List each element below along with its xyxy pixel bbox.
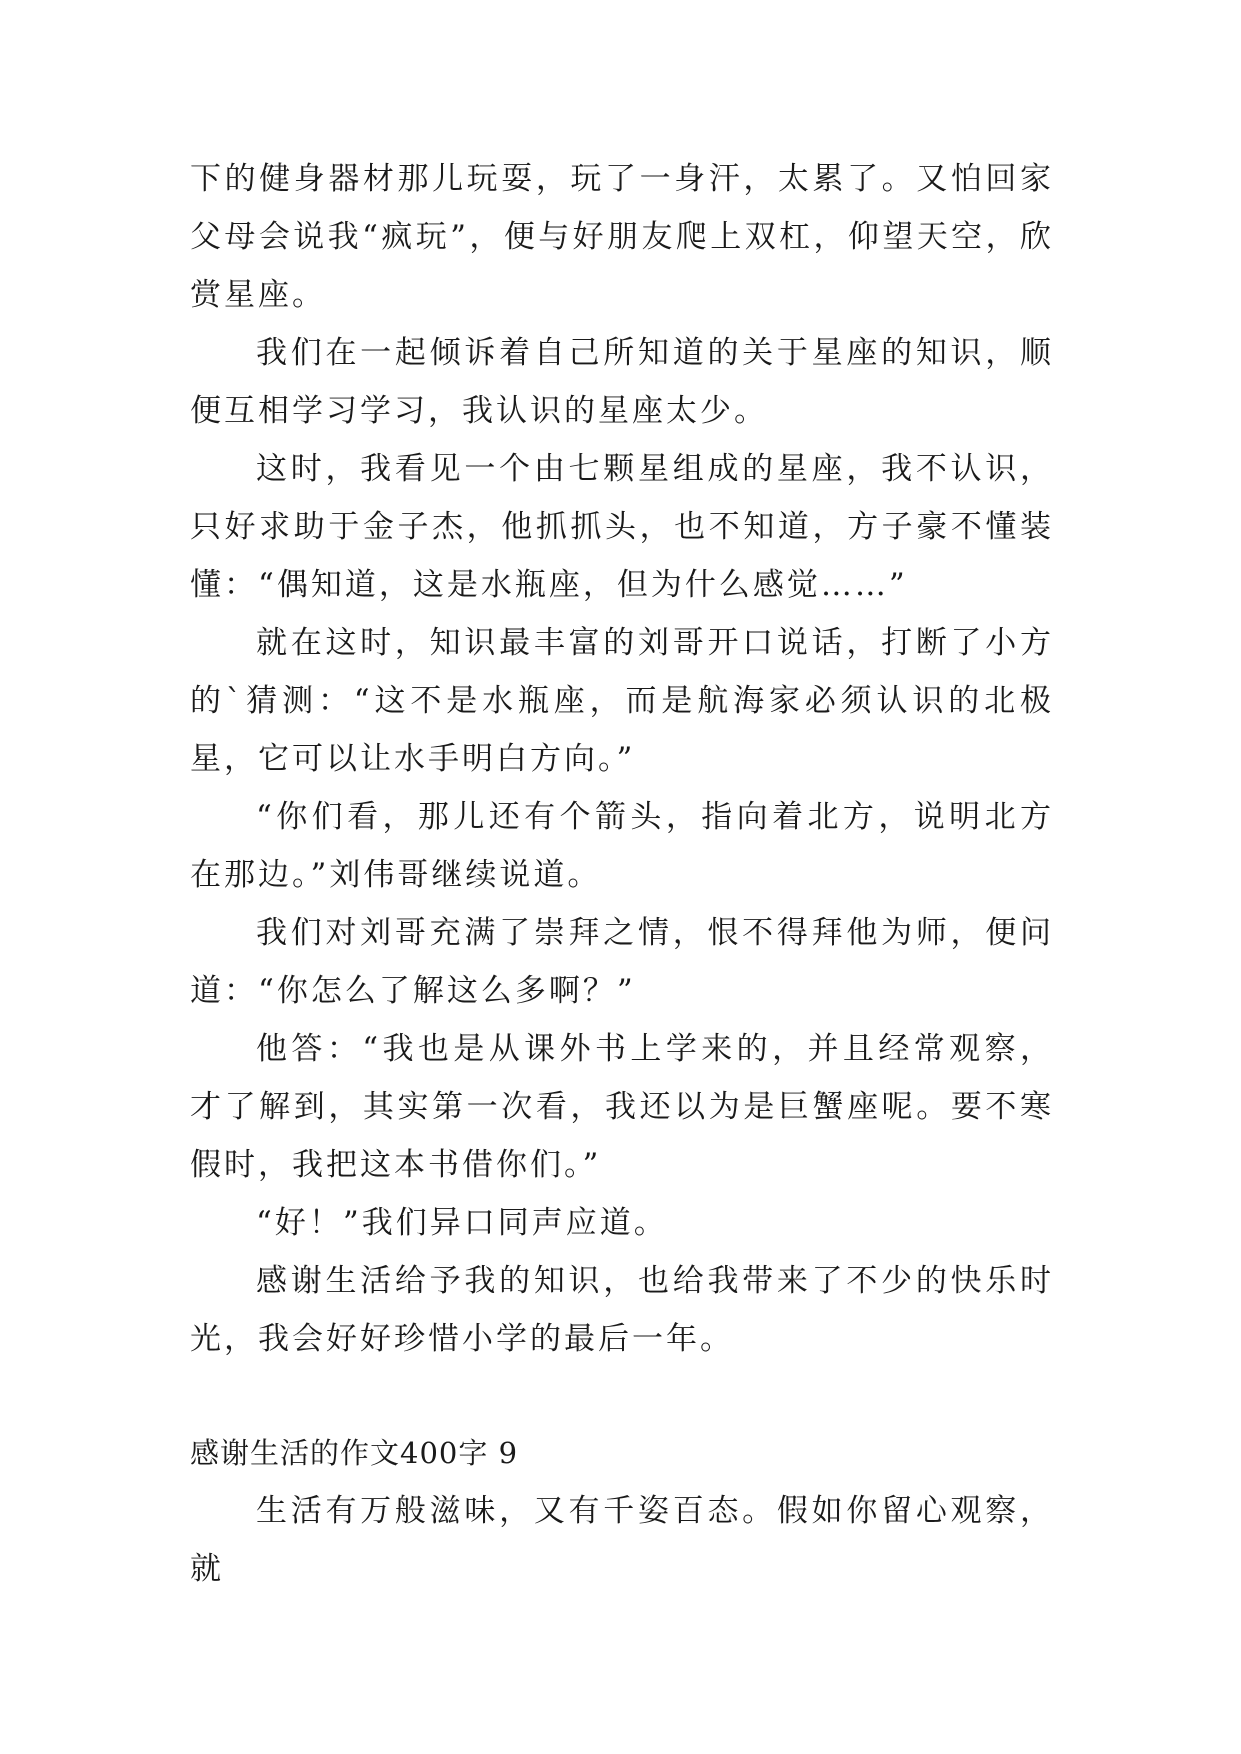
paragraph-1: 下的健身器材那儿玩耍，玩了一身汗，太累了。又怕回家父母会说我“疯玩”，便与好朋友爬上双杠，仰望天空，欣赏星座。	[190, 161, 1054, 313]
section-spacer	[190, 1368, 1054, 1424]
paragraph-10: 生活有万般滋味，又有千姿百态。假如你留心观察，就	[190, 1493, 1054, 1587]
section-title: 感谢生活的作文400字 9	[190, 1436, 519, 1470]
paragraph-7: 他答：“我也是从课外书上学来的，并且经常观察，才了解到，其实第一次看，我还以为是巨蟹座呢。要不寒假时，我把这本书借你们。”	[190, 1031, 1054, 1183]
document-page	[190, 150, 1054, 1598]
paragraph-6: 我们对刘哥充满了崇拜之情，恨不得拜他为师，便问道：“你怎么了解这么多啊？”	[190, 915, 1054, 1009]
paragraph-9: 感谢生活给予我的知识，也给我带来了不少的快乐时光，我会好好珍惜小学的最后一年。	[190, 1263, 1054, 1357]
paragraph-4: 就在这时，知识最丰富的刘哥开口说话，打断了小方的`猜测：“这不是水瓶座，而是航海家必须认识的北极星，它可以让水手明白方向。”	[190, 625, 1054, 777]
paragraph-2: 我们在一起倾诉着自己所知道的关于星座的知识，顺便互相学习学习，我认识的星座太少。	[190, 335, 1054, 429]
paragraph-8: “好！”我们异口同声应道。	[256, 1205, 668, 1241]
paragraph-3: 这时，我看见一个由七颗星组成的星座，我不认识，只好求助于金子杰，他抓抓头，也不知道，方子豪不懂装懂：“偶知道，这是水瓶座，但为什么感觉……”	[190, 451, 1054, 603]
paragraph-5: “你们看，那儿还有个箭头，指向着北方，说明北方在那边。”刘伟哥继续说道。	[190, 799, 1054, 893]
